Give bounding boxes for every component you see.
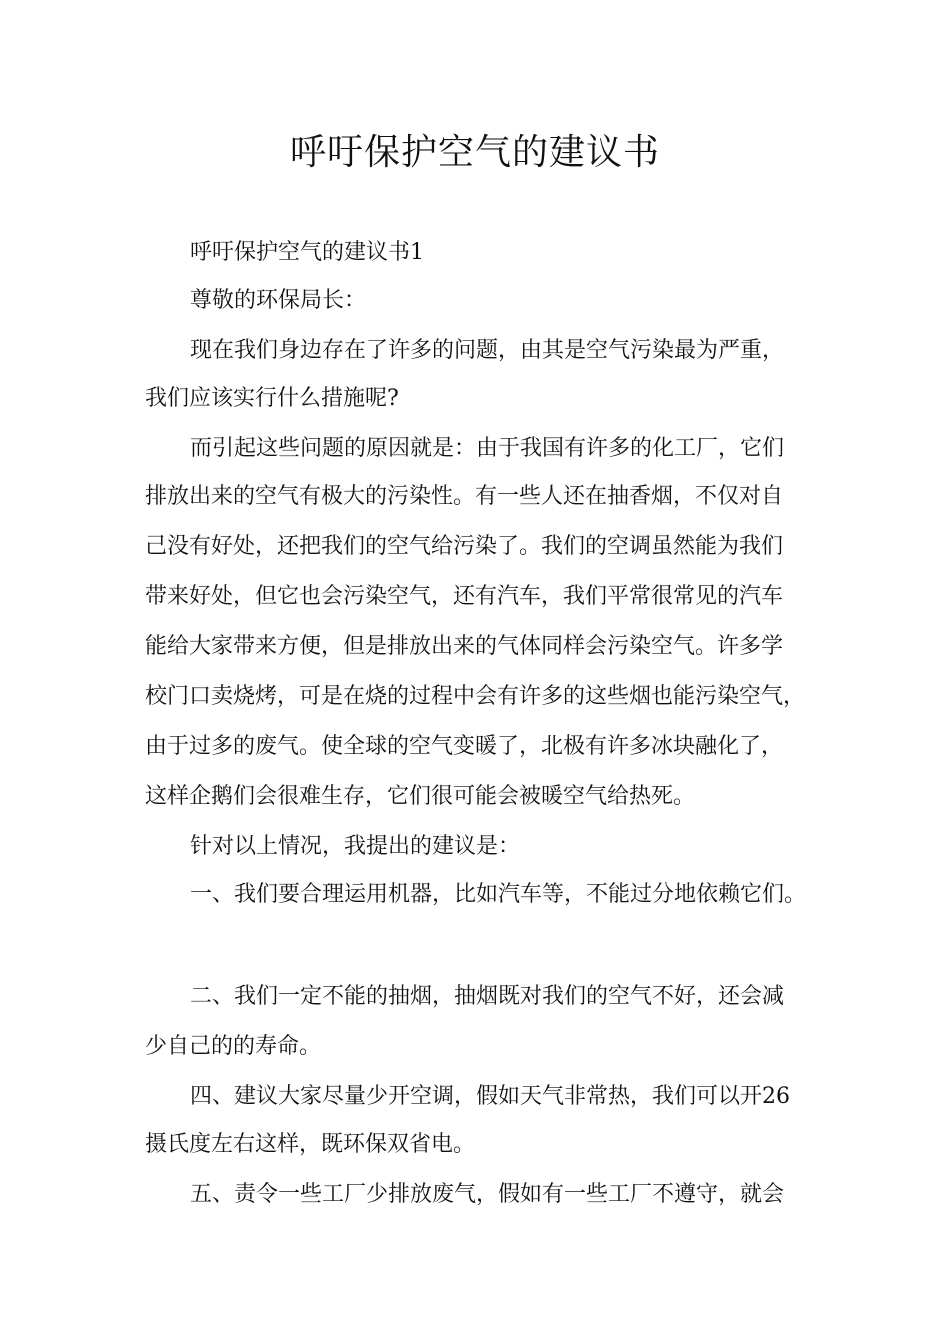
paragraph-line: 由于过多的废气。使全球的空气变暖了，北极有许多冰块融化了， xyxy=(145,734,784,759)
paragraph-line: 针对以上情况，我提出的建议是： xyxy=(190,834,521,859)
salutation: 尊敬的环保局长： xyxy=(190,288,367,313)
paragraph-line: 排放出来的空气有极大的污染性。有一些人还在抽香烟，不仅对自 xyxy=(145,484,784,509)
paragraph-line: 能给大家带来方便，但是排放出来的气体同样会污染空气。许多学 xyxy=(145,634,784,659)
paragraph-line: 我们应该实行什么措施呢? xyxy=(145,386,399,411)
suggestion-item: 二、我们一定不能的抽烟，抽烟既对我们的空气不好，还会减 xyxy=(190,984,785,1009)
paragraph-line: 己没有好处，还把我们的空气给污染了。我们的空调虽然能为我们 xyxy=(145,534,784,559)
paragraph-line: 这样企鹅们会很难生存，它们很可能会被暖空气给热死。 xyxy=(145,784,696,809)
suggestion-item: 五、责令一些工厂少排放废气，假如有一些工厂不遵守，就会 xyxy=(190,1182,785,1207)
paragraph-line: 摄氏度左右这样，既环保双省电。 xyxy=(145,1132,476,1157)
paragraph-line: 现在我们身边存在了许多的问题，由其是空气污染最为严重， xyxy=(190,338,785,363)
section-heading: 呼吁保护空气的建议书1 xyxy=(190,240,424,265)
paragraph-line: 而引起这些问题的原因就是：由于我国有许多的化工厂，它们 xyxy=(190,436,785,461)
paragraph-line: 校门口卖烧烤，可是在烧的过程中会有许多的这些烟也能污染空气， xyxy=(145,684,806,709)
suggestion-item: 四、建议大家尽量少开空调，假如天气非常热，我们可以开26 xyxy=(190,1084,790,1109)
paragraph-line: 少自己的的寿命。 xyxy=(145,1034,322,1059)
suggestion-item: 一、我们要合理运用机器，比如汽车等，不能过分地依赖它们。 xyxy=(190,882,807,907)
document-title: 呼吁保护空气的建议书 xyxy=(289,132,660,173)
paragraph-line: 带来好处，但它也会污染空气，还有汽车，我们平常很常见的汽车 xyxy=(145,584,784,609)
